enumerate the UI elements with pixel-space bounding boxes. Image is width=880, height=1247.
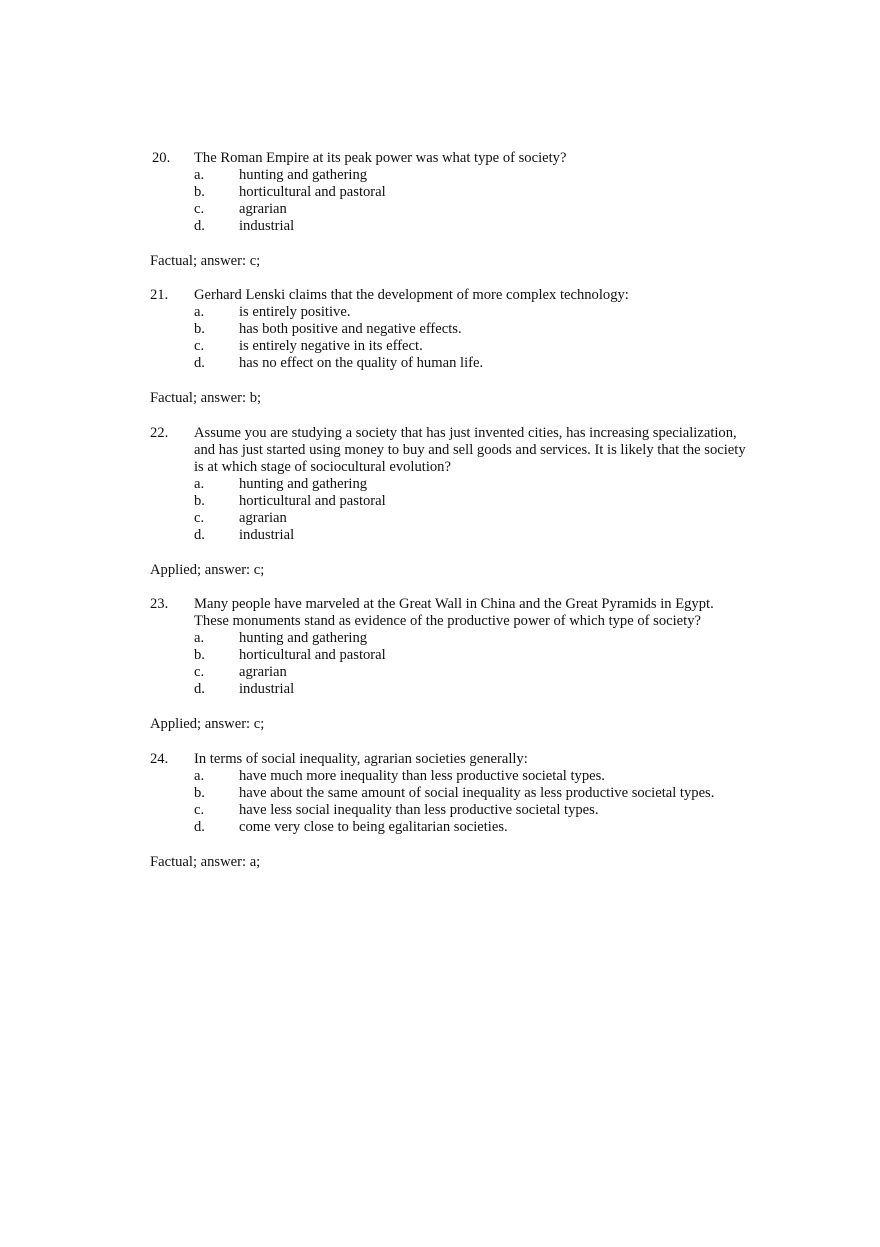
option-text: is entirely negative in its effect. bbox=[239, 338, 423, 354]
option-d bbox=[150, 218, 750, 235]
option-letter: c. bbox=[194, 201, 205, 217]
question-stem bbox=[150, 150, 750, 167]
option-letter: d. bbox=[194, 681, 205, 697]
question-20 bbox=[150, 150, 750, 235]
option-letter: b. bbox=[194, 184, 205, 200]
answer-key-24: Factual; answer: a; bbox=[150, 854, 261, 870]
option-letter: b. bbox=[194, 321, 205, 337]
option-b bbox=[150, 184, 750, 201]
option-letter: a. bbox=[194, 304, 205, 320]
option-text: have about the same amount of social inequality as less productive societal types. bbox=[239, 785, 715, 801]
question-text: Gerhard Lenski claims that the development of more complex technology: bbox=[194, 287, 629, 303]
option-d bbox=[150, 355, 750, 372]
option-text: have less social inequality than less productive societal types. bbox=[239, 802, 599, 818]
question-22 bbox=[150, 425, 750, 544]
option-letter: a. bbox=[194, 167, 205, 183]
option-a bbox=[150, 768, 750, 785]
option-text: horticultural and pastoral bbox=[239, 184, 386, 200]
option-letter: c. bbox=[194, 802, 205, 818]
option-text: hunting and gathering bbox=[239, 476, 368, 492]
option-text: has both positive and negative effects. bbox=[239, 321, 462, 337]
option-b bbox=[150, 647, 750, 664]
option-letter: b. bbox=[194, 647, 205, 663]
option-letter: d. bbox=[194, 218, 205, 234]
question-text: In terms of social inequality, agrarian societies generally: bbox=[194, 751, 528, 767]
option-c bbox=[150, 664, 750, 681]
question-number: 24. bbox=[150, 751, 169, 767]
question-24 bbox=[150, 751, 750, 836]
option-text: is entirely positive. bbox=[239, 304, 351, 320]
question-number: 20. bbox=[152, 150, 171, 166]
option-text: industrial bbox=[239, 527, 295, 543]
question-text: Assume you are studying a society that has just invented cities, has increasing specialization, and has just started using money to buy and sell goods and services. It is likely that the society is at which stage of sociocultural evolution? bbox=[194, 425, 746, 475]
option-letter: c. bbox=[194, 510, 205, 526]
option-text: industrial bbox=[239, 681, 295, 697]
option-letter: c. bbox=[194, 338, 205, 354]
question-stem bbox=[150, 287, 750, 304]
question-21 bbox=[150, 287, 750, 372]
question-text: Many people have marveled at the Great Wall in China and the Great Pyramids in Egypt. These monuments stand as evidence of the productive power of which type of society? bbox=[194, 596, 714, 629]
answer-key-21: Factual; answer: b; bbox=[150, 390, 262, 406]
option-letter: d. bbox=[194, 819, 205, 835]
option-letter: b. bbox=[194, 785, 205, 801]
option-a bbox=[150, 304, 750, 321]
question-text: The Roman Empire at its peak power was what type of society? bbox=[194, 150, 567, 166]
option-text: agrarian bbox=[239, 510, 287, 526]
option-b bbox=[150, 785, 750, 802]
option-a bbox=[150, 476, 750, 493]
option-letter: d. bbox=[194, 527, 205, 543]
option-text: horticultural and pastoral bbox=[239, 647, 386, 663]
option-text: has no effect on the quality of human life. bbox=[239, 355, 484, 371]
option-text: hunting and gathering bbox=[239, 167, 368, 183]
question-stem bbox=[150, 751, 750, 768]
option-text: industrial bbox=[239, 218, 295, 234]
option-d bbox=[150, 681, 750, 698]
option-b bbox=[150, 321, 750, 338]
option-letter: a. bbox=[194, 476, 205, 492]
option-letter: c. bbox=[194, 664, 205, 680]
question-number: 23. bbox=[150, 596, 169, 612]
option-b bbox=[150, 493, 750, 510]
answer-key-23: Applied; answer: c; bbox=[150, 716, 265, 732]
question-number: 22. bbox=[150, 425, 169, 441]
question-23 bbox=[150, 596, 750, 698]
answer-key-22: Applied; answer: c; bbox=[150, 562, 265, 578]
option-c bbox=[150, 338, 750, 355]
option-c bbox=[150, 510, 750, 527]
option-text: agrarian bbox=[239, 201, 287, 217]
option-d bbox=[150, 819, 750, 836]
option-a bbox=[150, 167, 750, 184]
option-c bbox=[150, 802, 750, 819]
option-d bbox=[150, 527, 750, 544]
option-text: have much more inequality than less productive societal types. bbox=[239, 768, 605, 784]
option-letter: b. bbox=[194, 493, 205, 509]
option-letter: d. bbox=[194, 355, 205, 371]
option-letter: a. bbox=[194, 768, 205, 784]
question-stem bbox=[150, 425, 750, 476]
question-number: 21. bbox=[150, 287, 169, 303]
option-text: come very close to being egalitarian societies. bbox=[239, 819, 508, 835]
option-a bbox=[150, 630, 750, 647]
option-c bbox=[150, 201, 750, 218]
answer-key-20: Factual; answer: c; bbox=[150, 253, 261, 269]
question-stem bbox=[150, 596, 750, 630]
option-letter: a. bbox=[194, 630, 205, 646]
option-text: horticultural and pastoral bbox=[239, 493, 386, 509]
option-text: hunting and gathering bbox=[239, 630, 368, 646]
option-text: agrarian bbox=[239, 664, 287, 680]
